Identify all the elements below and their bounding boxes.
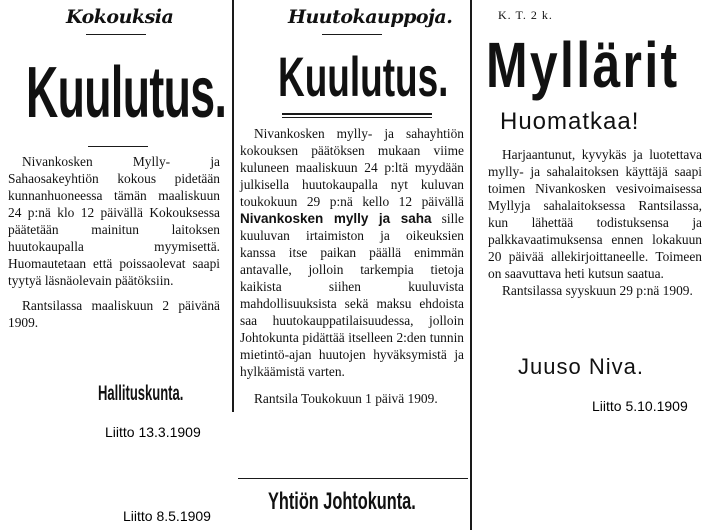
section-header: Huutokauppoja. bbox=[288, 6, 453, 28]
title-rule bbox=[282, 113, 432, 115]
header-rule bbox=[322, 34, 382, 35]
signature: Yhtiön Johtokunta. bbox=[268, 488, 416, 515]
section-header: Kokouksia bbox=[66, 6, 174, 28]
column-3 bbox=[478, 0, 712, 420]
property-name: Nivankosken mylly ja saha bbox=[240, 211, 432, 226]
notice-body bbox=[8, 153, 220, 331]
dateline: Rantsilassa maaliskuun 2 päivänä 1909. bbox=[8, 298, 220, 330]
notice-paragraph: Nivankosken Mylly- ja Sahaosakeyhtiön kokous pidetään kunnanhuoneessa tämän maaliskuun 24 p:nä klo 12 päivällä Kokouksessa päätetään mainitun laitoksen huutokaupalla myymisettä. Huomautetaan että poissaolevat saapi tyytyä läsnäolevain päätöksiin. bbox=[8, 154, 220, 288]
code-tag: K. T. 2 k. bbox=[498, 8, 553, 22]
source-caption-1: Liitto 13.3.1909 bbox=[105, 424, 201, 440]
notice-title: Kuulutus. bbox=[278, 45, 449, 108]
notice-title: Kuulutus. bbox=[26, 53, 227, 133]
title-rule bbox=[282, 117, 432, 118]
header-rule bbox=[86, 34, 146, 35]
signature: Juuso Niva. bbox=[518, 354, 644, 379]
notice-subtitle: Huomatkaa! bbox=[500, 108, 640, 135]
dateline: Rantsila Toukokuun 1 päivä 1909. bbox=[254, 391, 438, 406]
notice-paragraph: Harjaantunut, kyvykäs ja luotettava mylly- ja sahalaitoksen käyttäjä saapi toimen Nivankosken vesivoimaisessa Myllyja sahalaitoksessa Rantsilassa, kun lähettää todistuksensa ja palkkavaatimuksensa ennen lokakuun 20 päivää allekirjoittaneelle. Toimeen on saavuttava heti kutsun saatua. bbox=[488, 147, 702, 281]
column-2 bbox=[238, 0, 468, 530]
notice-body bbox=[488, 146, 702, 299]
column-1 bbox=[8, 0, 228, 412]
source-caption-2: Liitto 8.5.1909 bbox=[123, 508, 211, 524]
signature: Hallituskunta. bbox=[98, 382, 184, 405]
source-caption-3: Liitto 5.10.1909 bbox=[592, 398, 688, 414]
notice-body bbox=[240, 125, 464, 407]
notice-paragraph: Nivankosken mylly- ja sahayhtiön kokouksen päätöksen mukaan viime kuluneen maaliskuun 24 p:ltä myydään julkisella huutokaupalla nyt kuluvan toukokuun 29 p:nä kello 12 päivällä Nivankosken mylly ja saha sille kuuluvan irtaimiston ja oikeuksien kanssa itse paikan päällä enimmän antavalle, jolloin tarkempia tietoja kaikista siihen kuuluvista mahdollisuuksista sekä maksu ehdoista saa huutokauppatilaisuudessa, jolloin Johtokunta pidättää itselleen 2:den tunnin mietintö-ajan huutojen hyväksymistä ja hylkäämistä varten. bbox=[240, 126, 464, 379]
title-rule bbox=[88, 146, 148, 147]
notice-title: Myllärit bbox=[486, 29, 680, 101]
signature-rule bbox=[238, 478, 468, 479]
dateline: Rantsilassa syyskuun 29 p:nä 1909. bbox=[502, 283, 693, 298]
